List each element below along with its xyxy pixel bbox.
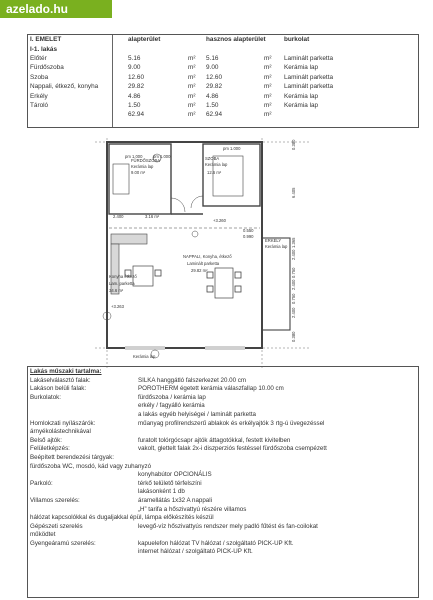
spec-value: térkő telülető térfelszíni <box>138 479 202 487</box>
table-row <box>30 54 394 63</box>
bath-area: 9.00 m² <box>131 170 146 175</box>
total-usable: 62.94 <box>206 111 222 119</box>
area-unit: m² <box>188 64 196 72</box>
spec-label: Lakáson belüli falak: <box>30 385 87 393</box>
room-covering: Laminált parketta <box>284 73 334 81</box>
spec-value: SILKA hanggátló falszerkezet 20.00 cm <box>138 376 247 384</box>
spec-row <box>30 506 418 515</box>
area-table <box>30 35 394 120</box>
dimension-label: 2.400 <box>291 307 296 318</box>
living-label: NAPPALI, Konyha, étkező <box>183 254 232 259</box>
bathtub <box>113 164 129 194</box>
dimension-label: 0.380 <box>291 331 296 342</box>
spec-value: lakásonként 1 db <box>138 488 185 496</box>
spec-row <box>30 394 418 403</box>
usable-unit: m² <box>264 54 272 62</box>
apartment-title: I-1. lakás <box>30 45 58 53</box>
spec-label: hálózat kapcsolókkal és dugaljakkal épül, lámpa előkészítés készül <box>30 514 214 522</box>
ceiling-label-2: pm 1.000 <box>153 154 171 159</box>
kitchen-counter <box>111 234 147 244</box>
spec-label: árnyékolástechnikával <box>30 428 91 436</box>
spec-row <box>30 497 418 506</box>
table-header-row <box>30 35 394 44</box>
room-covering: Kerámia lap <box>284 101 319 109</box>
bedroom-walls <box>203 144 260 206</box>
room-name: Nappali, étkező, konyha <box>30 83 99 91</box>
spec-value: levegő-víz hőszivattyús rendszer mely padló fűtést és fan-coilokat <box>138 522 318 530</box>
elevation-label-1: +3.260 <box>213 218 226 223</box>
watermark-logo: azelado.hu <box>0 0 112 18</box>
room-name: Előtér <box>30 54 47 62</box>
balcony-label: ERKÉLY <box>265 238 282 243</box>
spec-label: Burkolatok: <box>30 393 61 401</box>
dim-small-3: 0.550 <box>243 228 254 233</box>
total-usable-unit: m² <box>264 111 272 119</box>
table-subtitle-row <box>30 44 394 53</box>
spec-label: Parkoló: <box>30 479 53 487</box>
corridor-floor: Kerámia lap <box>133 354 156 359</box>
balcony-floor: Kerámia lap <box>265 244 288 249</box>
usable-unit: m² <box>264 101 272 109</box>
spec-row <box>30 420 418 429</box>
usable-unit: m² <box>264 73 272 81</box>
spec-row <box>30 514 418 523</box>
room-covering: Laminált parketta <box>284 83 334 91</box>
dimension-label: 2.400 <box>291 249 296 260</box>
area-unit: m² <box>188 92 196 100</box>
dim-small-1: 2.400 <box>113 214 124 219</box>
spec-row <box>30 402 418 411</box>
spec-title: Lakás műszaki tartalma: <box>30 368 102 375</box>
table-row <box>30 63 394 72</box>
spec-row <box>30 548 418 557</box>
bath-floor: Kerámia lap <box>131 164 154 169</box>
spec-row <box>30 411 418 420</box>
spec-row <box>30 523 418 532</box>
usable-unit: m² <box>264 92 272 100</box>
room-area: 12.60 <box>128 73 144 81</box>
table-row <box>30 101 394 110</box>
room-area: 1.50 <box>128 101 141 109</box>
room-area: 29.82 <box>128 83 144 91</box>
balcony-walls <box>262 238 290 330</box>
spec-row <box>30 445 418 454</box>
technical-content <box>30 368 418 557</box>
spec-row <box>30 377 418 386</box>
area-unit: m² <box>188 73 196 81</box>
spec-row <box>30 471 418 480</box>
header-usable: hasznos alapterület <box>206 36 266 44</box>
dimension-label: 1.365 <box>291 237 296 248</box>
bath-label: FÜRDŐSZOBA <box>131 158 161 163</box>
table-row <box>30 73 394 82</box>
spec-value: „H” tarifa a hőszivattyú részére villamos <box>138 505 247 513</box>
ceiling-label-1: pm 1.000 <box>125 154 143 159</box>
area-unit: m² <box>188 83 196 91</box>
dimension-label: 2.400 <box>291 279 296 290</box>
spec-label: Gépészeti szerelés <box>30 522 83 530</box>
room-area: 4.86 <box>128 92 141 100</box>
spec-row <box>30 480 418 489</box>
kitchen-area: 34.6 m² <box>109 288 124 293</box>
spec-value: vakolt, glettelt falak 2x-i diszperziós festéssel fürdőszoba csempézett <box>138 445 327 453</box>
dimension-label: 0.380 <box>291 139 296 150</box>
area-unit: m² <box>188 54 196 62</box>
spec-label: Villamos szerelés: <box>30 496 80 504</box>
spec-row <box>30 463 418 472</box>
spec-value: internet hálózat / szolgáltató PICK-UP Kft. <box>138 548 253 556</box>
header-covering: burkolat <box>284 36 310 44</box>
table-row <box>30 91 394 100</box>
room-usable-area: 29.82 <box>206 83 222 91</box>
dining-table <box>215 268 233 298</box>
room-usable-area: 9.00 <box>206 64 219 72</box>
spec-label: Belső ajtók: <box>30 436 62 444</box>
total-unit: m² <box>188 111 196 119</box>
spec-value: kapuelefon hálózat TV hálózat / szolgáltató PICK-UP Kft. <box>138 539 294 547</box>
dimension-label: 0.750 <box>291 267 296 278</box>
living-floor: Laminált parketta <box>187 261 220 266</box>
spec-label: Lakáselválasztó falak: <box>30 376 91 384</box>
spec-label: működtet <box>30 531 56 539</box>
dimension-label: 6.405 <box>291 187 296 198</box>
table-row <box>30 82 394 91</box>
spec-row <box>30 540 418 549</box>
spec-value: konyhabútor OPCIONÁLIS <box>138 471 212 479</box>
spec-label: Gyengeáramú szerelés: <box>30 539 96 547</box>
room-covering: Kerámia lap <box>284 92 319 100</box>
spec-label: Beépített berendezési tárgyak: <box>30 453 114 461</box>
spec-value: furatolt tolórgócsapr ajtók áttagotókkal, festett kivitelben <box>138 436 291 444</box>
spec-value: POROTHERM égetett kerámia válaszfallap 10.00 cm <box>138 385 284 393</box>
room-covering: Laminált parketta <box>284 54 334 62</box>
usable-unit: m² <box>264 83 272 91</box>
dim-small-2: 3.16 m² <box>145 214 160 219</box>
spec-label: fürdőszoba WC, mosdó, kád vagy zuhanyzó <box>30 462 152 470</box>
ceiling-label-3: pm 1.000 <box>223 146 241 151</box>
room-usable-area: 12.60 <box>206 73 222 81</box>
total-area: 62.94 <box>128 111 144 119</box>
spec-row <box>30 454 418 463</box>
elevation-label-2: +3.263 <box>111 304 124 309</box>
floor-plan <box>95 138 310 368</box>
spec-label: Felületképzés: <box>30 445 70 453</box>
spec-row <box>30 428 418 437</box>
room-covering: Kerámia lap <box>284 64 319 72</box>
spec-row <box>30 488 418 497</box>
spec-value: áramellátás 1x32 A nappali <box>138 496 212 504</box>
room-name: Erkély <box>30 92 48 100</box>
area-unit: m² <box>188 101 196 109</box>
usable-unit: m² <box>264 64 272 72</box>
spec-label: Homlokzati nyílászárók: <box>30 419 96 427</box>
room-usable-area: 5.16 <box>206 54 219 62</box>
spec-value: erkély / fagyálló kerámia <box>138 402 205 410</box>
spec-value: a lakás egyéb helyiségei / laminált parketta <box>138 410 256 418</box>
room-name: Fürdőszoba <box>30 64 64 72</box>
room-name: Tároló <box>30 101 49 109</box>
spec-row <box>30 385 418 394</box>
dimension-label: 0.750 <box>291 293 296 304</box>
room-label: SZOBA <box>205 156 220 161</box>
spec-value: műanyag profilrendszerű ablakok és erkélyajtók 3 rtg-ú üvegezéssel <box>138 419 325 427</box>
spec-row <box>30 437 418 446</box>
room-usable-area: 1.50 <box>206 101 219 109</box>
room-name: Szoba <box>30 73 49 81</box>
room-usable-area: 4.86 <box>206 92 219 100</box>
living-area: 29.82 m² <box>191 268 208 273</box>
spec-row <box>30 531 418 540</box>
table-total-row <box>30 110 394 119</box>
room-area: 5.16 <box>128 54 141 62</box>
room-area: 12.6 m² <box>207 170 222 175</box>
header-floor: I. EMELET <box>30 36 62 44</box>
header-area: alapterület <box>128 36 161 44</box>
room-area: 9.00 <box>128 64 141 72</box>
kitchen-floor: Lam. parketta <box>109 281 135 286</box>
spec-value: fürdőszoba / kerámia lap <box>138 393 206 401</box>
dim-small-4: 0.990 <box>243 234 254 239</box>
room-floor: Kerámia lap <box>205 162 228 167</box>
kitchen-label: Konyha étkező <box>109 274 137 279</box>
